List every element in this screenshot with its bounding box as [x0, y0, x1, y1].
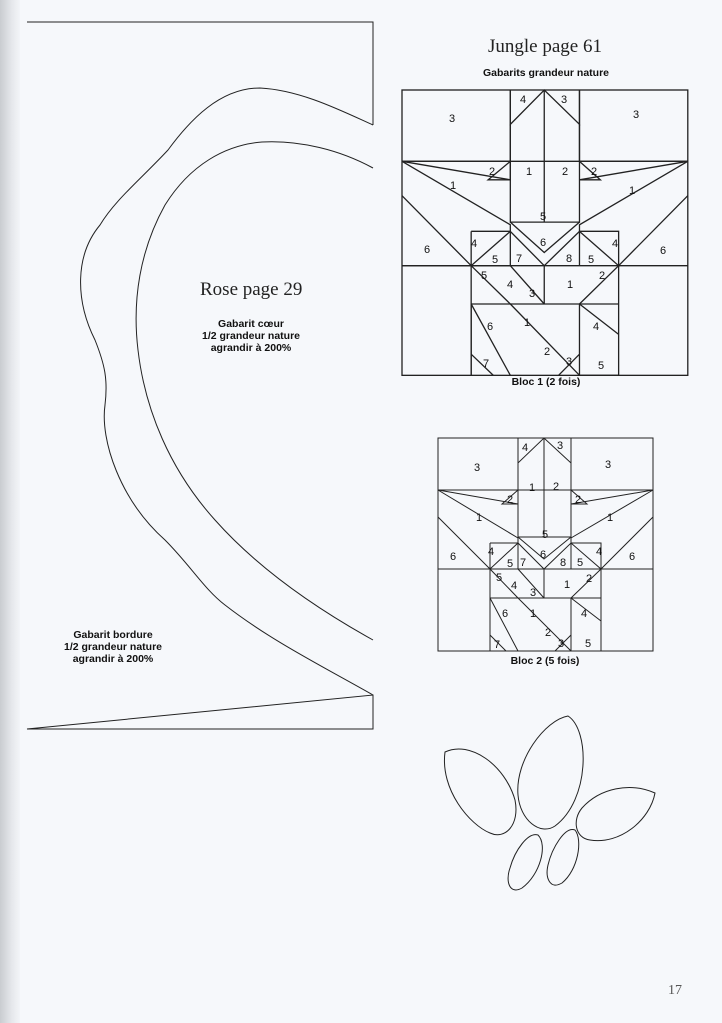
piece-number: 2: [591, 166, 598, 178]
piece-number: 4: [612, 238, 619, 250]
piece-number: 6: [540, 549, 547, 561]
piece-number: 4: [520, 94, 527, 106]
piece-number: 4: [522, 442, 529, 454]
piece-number: 6: [424, 244, 431, 256]
piece-number: 2: [599, 270, 606, 282]
piece-number: 3: [529, 288, 536, 300]
piece-number: 1: [524, 317, 531, 329]
piece-number: 2: [507, 494, 514, 506]
piece-number: 5: [588, 254, 595, 266]
piece-number: 5: [585, 638, 592, 650]
piece-number: 3: [633, 109, 640, 121]
piece-number: 4: [507, 279, 514, 291]
piece-number: 6: [660, 245, 667, 257]
piece-number: 2: [489, 166, 496, 178]
piece-number: 4: [511, 580, 518, 592]
piece-number: 3: [558, 638, 565, 650]
piece-number: 2: [586, 573, 593, 585]
piece-number: 1: [529, 482, 536, 494]
jungle-title: Jungle page 61: [488, 36, 602, 57]
piece-number: 2: [575, 494, 582, 506]
jungle-subtitle: Gabarits grandeur nature: [482, 67, 610, 79]
piece-number: 2: [562, 166, 569, 178]
piece-number: 1: [450, 180, 457, 192]
piece-number: 7: [516, 253, 523, 265]
piece-number: 7: [520, 557, 527, 569]
piece-number: 3: [449, 113, 456, 125]
border-template-label: Gabarit bordure 1/2 grandeur nature agrandir à 200%: [63, 629, 163, 665]
piece-number: 6: [487, 321, 494, 333]
piece-number: 5: [481, 270, 488, 282]
piece-number: 1: [526, 166, 533, 178]
piece-number: 5: [542, 529, 549, 541]
piece-number: 7: [483, 358, 490, 370]
bloc-1-caption: Bloc 1 (2 fois): [511, 376, 581, 388]
piece-number: 1: [476, 512, 483, 524]
piece-number: 4: [581, 608, 588, 620]
piece-number: 6: [450, 551, 457, 563]
piece-number: 1: [530, 608, 537, 620]
piece-number: 5: [598, 360, 605, 372]
piece-number: 1: [607, 512, 614, 524]
piece-number: 4: [596, 546, 603, 558]
piece-number: 4: [593, 321, 600, 333]
rose-title: Rose page 29: [200, 279, 303, 300]
piece-number: 6: [502, 608, 509, 620]
piece-number: 1: [629, 185, 636, 197]
piece-number: 2: [544, 346, 551, 358]
piece-number: 4: [488, 546, 495, 558]
piece-number: 6: [629, 551, 636, 563]
piece-number: 3: [530, 587, 537, 599]
heart-template-label: Gabarit cœur 1/2 grandeur nature agrandir à 200%: [201, 318, 301, 354]
piece-number: 5: [507, 558, 514, 570]
piece-number: 2: [553, 481, 560, 493]
piece-number: 3: [474, 462, 481, 474]
piece-number: 3: [566, 356, 573, 368]
piece-number: 2: [545, 627, 552, 639]
page-number: 17: [668, 983, 682, 998]
bloc-2-caption: Bloc 2 (5 fois): [510, 655, 580, 667]
piece-number: 3: [605, 459, 612, 471]
piece-number: 1: [567, 279, 574, 291]
piece-number: 7: [494, 639, 501, 651]
piece-number: 8: [566, 253, 573, 265]
piece-number: 1: [564, 579, 571, 591]
piece-number: 5: [496, 572, 503, 584]
piece-number: 5: [492, 254, 499, 266]
piece-number: 8: [560, 557, 567, 569]
piece-number: 3: [557, 440, 564, 452]
piece-number: 6: [540, 237, 547, 249]
piece-number: 3: [561, 94, 568, 106]
piece-number: 5: [577, 557, 584, 569]
piece-number: 4: [471, 238, 478, 250]
piece-number: 5: [540, 211, 547, 223]
